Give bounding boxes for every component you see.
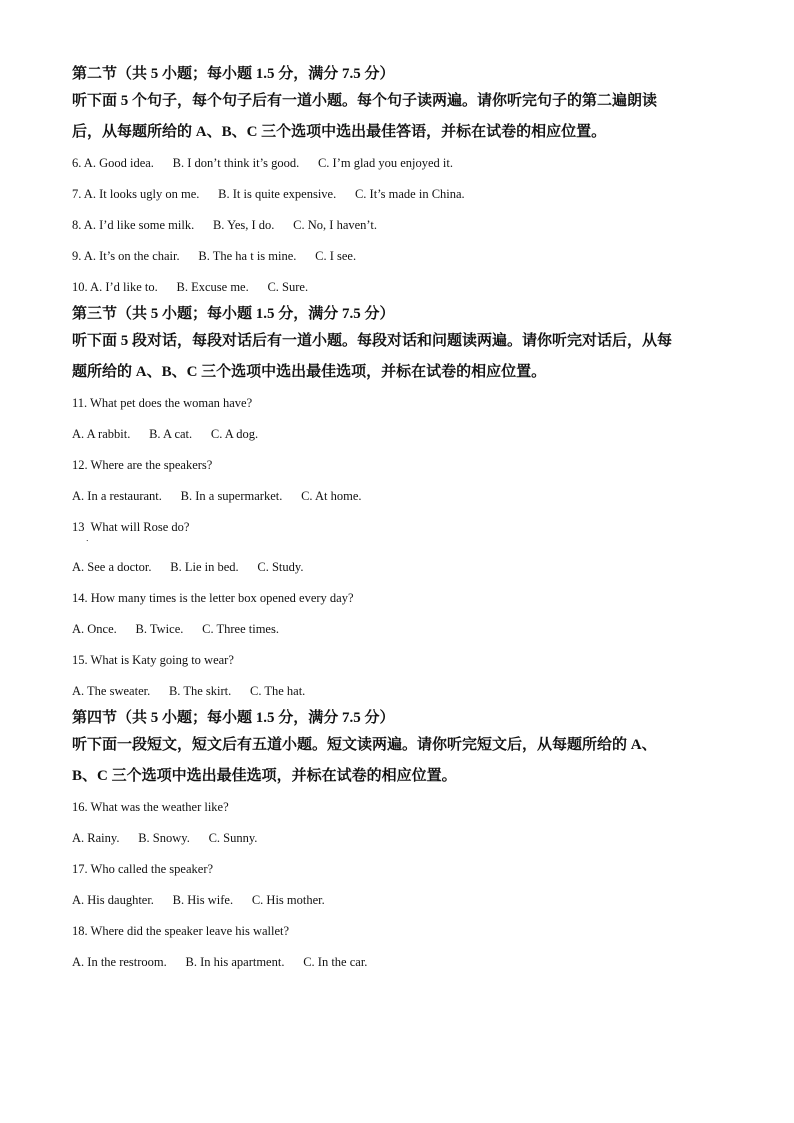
question-16: 16. What was the weather like? [72,800,229,814]
question-9: 9. A. It’s on the chair. B. The ha t is mine. C. I see. [72,249,357,263]
exam-page [72,62,722,971]
section-3-title: 第三节（共 5 小题；每小题 1.5 分，满分 7.5 分） [72,306,395,322]
question-16-options: A. Rainy. B. Snowy. C. Sunny. [72,831,258,845]
question-13-dot-mark: ． [86,534,94,543]
section-4-instructions-line-1: 听下面一段短文，短文后有五道小题。短文读两遍。请你听完短文后，从每题所给的 A、 [72,737,657,753]
question-13-options: A. See a doctor. B. Lie in bed. C. Study. [72,560,304,574]
question-10: 10. A. I’d like to. B. Excuse me. C. Sure. [72,280,309,294]
question-14: 14. How many times is the letter box opened every day? [72,591,354,605]
question-18: 18. Where did the speaker leave his wallet? [72,924,290,938]
question-6: 6. A. Good idea. B. I don’t think it’s good. C. I’m glad you enjoyed it. [72,156,453,170]
section-4-title: 第四节（共 5 小题；每小题 1.5 分，满分 7.5 分） [72,710,395,726]
section-3-instructions-line-1: 听下面 5 段对话，每段对话后有一道小题。每段对话和问题读两遍。请你听完对话后，从每 [72,333,673,349]
question-12: 12. Where are the speakers? [72,458,213,472]
question-8: 8. A. I’d like some milk. B. Yes, I do. C. No, I haven’t. [72,218,377,232]
question-11: 11. What pet does the woman have? [72,396,253,410]
question-15: 15. What is Katy going to wear? [72,653,234,667]
question-17: 17. Who called the speaker? [72,862,214,876]
section-3-instructions-line-2: 题所给的 A、B、C 三个选项中选出最佳选项，并标在试卷的相应位置。 [72,364,547,380]
question-11-options: A. A rabbit. B. A cat. C. A dog. [72,427,259,441]
section-2-title: 第二节（共 5 小题；每小题 1.5 分，满分 7.5 分） [72,66,395,82]
section-2-instructions-line-1: 听下面 5 个句子，每个句子后有一道小题。每个句子读两遍。请你听完句子的第二遍朗读 [72,93,658,109]
section-2-instructions-line-2: 后，从每题所给的 A、B、C 三个选项中选出最佳答语，并标在试卷的相应位置。 [72,124,607,140]
question-18-options: A. In the restroom. B. In his apartment. C. In the car. [72,955,368,969]
question-17-options: A. His daughter. B. His wife. C. His mother. [72,893,325,907]
question-7: 7. A. It looks ugly on me. B. It is quite expensive. C. It’s made in China. [72,187,465,201]
section-4-instructions-line-2: B、C 三个选项中选出最佳选项，并标在试卷的相应位置。 [72,768,457,784]
question-14-options: A. Once. B. Twice. C. Three times. [72,622,279,636]
question-12-options: A. In a restaurant. B. In a supermarket. C. At home. [72,489,362,503]
question-13: 13 What will Rose do? [72,520,190,534]
question-15-options: A. The sweater. B. The skirt. C. The hat. [72,684,306,698]
